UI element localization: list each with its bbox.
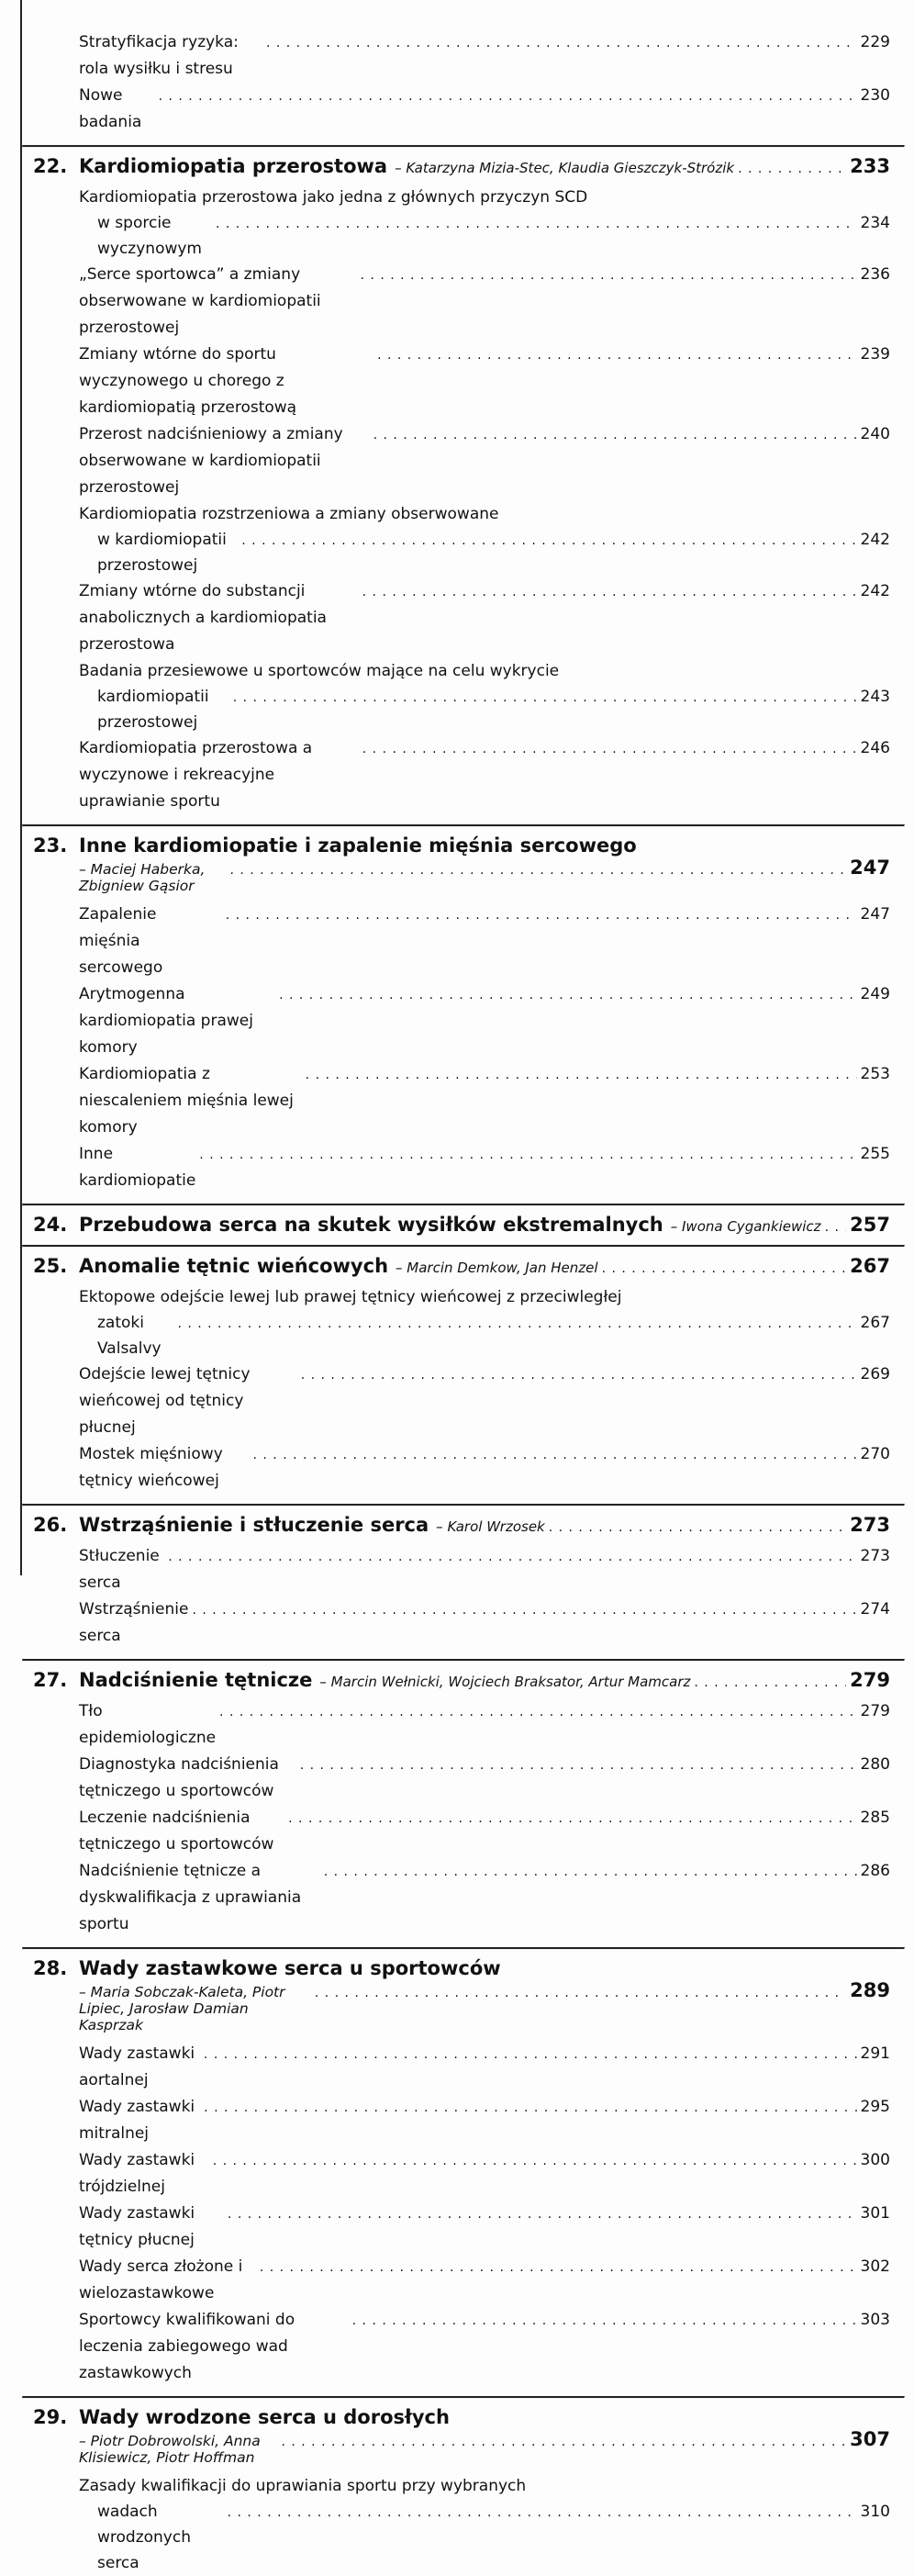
dot-leader xyxy=(602,1255,847,1277)
toc-entry xyxy=(79,2147,890,2201)
entry-title: Kardiomiopatia przerostowa jako jedna z głównych przyczyn SCD xyxy=(79,188,588,207)
chapter-heading xyxy=(33,834,890,857)
dot-leader xyxy=(228,2499,857,2526)
entry-page: 285 xyxy=(860,1809,890,1827)
chapter-authors-line xyxy=(79,2428,890,2466)
entry-page: 300 xyxy=(860,2151,890,2169)
chapter-authors: – Piotr Dobrowolski, Anna Klisiewicz, Piotr Hoffman xyxy=(79,2433,261,2466)
toc-entry xyxy=(79,1596,890,1650)
toc-entry xyxy=(79,1141,890,1194)
entry-page: 242 xyxy=(860,582,890,600)
dot-leader xyxy=(213,2147,857,2175)
toc-entry xyxy=(79,735,890,815)
toc-entry xyxy=(79,2094,890,2147)
entry-title: Przerost nadciśnieniowy a zmiany obserwowane w kardiomiopatii przerostowej xyxy=(79,425,343,497)
chapter-title: Wady zastawkowe serca u sportowców xyxy=(79,1957,501,1979)
dot-leader xyxy=(373,421,857,449)
entry-page: 246 xyxy=(860,739,890,757)
chapter-number: 26. xyxy=(33,1514,68,1536)
toc-entry xyxy=(79,1441,890,1495)
chapter-authors: – Karol Wrzosek xyxy=(436,1518,545,1535)
entry-page: 239 xyxy=(860,345,890,364)
entry-title: Sportowcy kwalifikowani do leczenia zabiegowego wad zastawkowych xyxy=(79,2311,295,2382)
entry-title: Wstrząśnienie serca xyxy=(79,1600,189,1645)
chapter-number: 27. xyxy=(33,1669,68,1691)
dot-leader xyxy=(361,262,857,289)
toc-entry xyxy=(79,1752,890,1805)
toc-entry xyxy=(79,2201,890,2254)
dot-leader xyxy=(282,2433,846,2449)
entry-page: 273 xyxy=(860,1547,890,1565)
toc-entry xyxy=(79,83,890,136)
entry-title: Inne kardiomiopatie xyxy=(79,1145,196,1190)
entry-title: Kardiomiopatia przerostowa a wyczynowe i rekreacyjne uprawianie sportu xyxy=(79,739,313,811)
chapter-title: Przebudowa serca na skutek wysiłków ekstremalnych xyxy=(79,1214,663,1236)
chapter-heading xyxy=(33,2406,890,2428)
entry-page: 286 xyxy=(860,1862,890,1880)
chapter-page: 233 xyxy=(850,155,890,177)
entry-page: 242 xyxy=(860,531,890,549)
chapter-page: 289 xyxy=(850,1979,890,2001)
toc-entry xyxy=(79,2254,890,2307)
dot-leader xyxy=(177,1310,856,1337)
entry-title: Wady serca złożone i wielozastawkowe xyxy=(79,2257,243,2302)
chapter-page: 257 xyxy=(850,1214,890,1236)
entry-title-cont: wadach wrodzonych serca xyxy=(97,2503,191,2572)
chapter-authors-line xyxy=(79,1979,890,2033)
dot-leader xyxy=(228,2201,857,2228)
entry-title: Leczenie nadciśnienia tętniczego u sportowców xyxy=(79,1809,274,1854)
chapter-number: 24. xyxy=(33,1214,68,1236)
entry-page: 269 xyxy=(860,1365,890,1383)
dot-leader xyxy=(825,1214,847,1236)
chapter-title: Wady wrodzone serca u dorosłych xyxy=(79,2406,450,2428)
entry-page: 267 xyxy=(860,1314,890,1332)
entry-title: Arytmogenna kardiomiopatia prawej komory xyxy=(79,985,253,1057)
entry-title: Zasady kwalifikacji do uprawiania sportu przy wybranych xyxy=(79,2477,527,2495)
toc-entry xyxy=(79,1698,890,1752)
entry-page: 274 xyxy=(860,1600,890,1618)
toc-entry xyxy=(79,421,890,501)
toc-entry xyxy=(79,1361,890,1441)
chapter-heading xyxy=(33,1255,890,1277)
toc-entry xyxy=(79,1858,890,1938)
entry-title: Stłuczenie serca xyxy=(79,1547,160,1592)
chapter-page: 307 xyxy=(850,2428,890,2450)
entry-title: Zapalenie mięśnia sercowego xyxy=(79,905,163,977)
entry-title-cont: w sporcie wyczynowym xyxy=(97,214,202,258)
entry-title: Badania przesiewowe u sportowców mające na celu wykrycie xyxy=(79,662,560,680)
entry-page: 270 xyxy=(860,1445,890,1463)
entry-page: 229 xyxy=(860,33,890,51)
dot-leader xyxy=(694,1669,846,1691)
entry-page: 230 xyxy=(860,86,890,105)
toc-entry xyxy=(79,29,890,83)
chapter-number: 23. xyxy=(33,834,68,857)
dot-leader xyxy=(230,861,846,878)
entry-page: 253 xyxy=(860,1065,890,1083)
toc-entry xyxy=(79,578,890,658)
toc-entry xyxy=(79,342,890,421)
chapter-page: 273 xyxy=(850,1514,890,1536)
entry-page: 236 xyxy=(860,265,890,284)
toc-entry xyxy=(79,1284,890,1361)
entry-page: 240 xyxy=(860,425,890,443)
entry-title: „Serce sportowca” a zmiany obserwowane w kardiomiopatii przerostowej xyxy=(79,265,321,337)
entry-page: 243 xyxy=(860,688,890,706)
entry-title-cont: zatoki Valsalvy xyxy=(97,1314,162,1358)
chapter-authors: – Marcin Demkow, Jan Henzel xyxy=(396,1260,598,1276)
chapter-title: Nadciśnienie tętnicze xyxy=(79,1669,313,1691)
dot-leader xyxy=(266,29,857,57)
chapter-title: Inne kardiomiopatie i zapalenie mięśnia sercowego xyxy=(79,834,637,857)
entry-title: Wady zastawki trójdzielnej xyxy=(79,2151,195,2196)
entry-title: Mostek mięśniowy tętnicy wieńcowej xyxy=(79,1445,223,1490)
dot-leader xyxy=(199,1141,856,1169)
entry-title: Tło epidemiologiczne xyxy=(79,1702,217,1747)
toc-entry xyxy=(79,1543,890,1596)
dot-leader xyxy=(279,981,856,1009)
entry-title: Diagnostyka nadciśnienia tętniczego u sportowców xyxy=(79,1755,279,1800)
chapter-page: 267 xyxy=(850,1255,890,1277)
toc-entry xyxy=(79,2041,890,2094)
chapter-page: 279 xyxy=(850,1669,890,1691)
toc-entry xyxy=(79,658,890,735)
dot-leader xyxy=(324,1858,857,1886)
dot-leader xyxy=(204,2041,857,2068)
entry-title: Odejście lewej tętnicy wieńcowej od tętnicy płucnej xyxy=(79,1365,251,1437)
dot-leader xyxy=(226,902,857,929)
entry-page: 249 xyxy=(860,985,890,1003)
toc-entry xyxy=(79,1061,890,1141)
dot-leader xyxy=(362,735,857,763)
chapter-title: Wstrząśnienie i stłuczenie serca xyxy=(79,1514,429,1536)
dot-leader xyxy=(159,83,857,110)
dot-leader xyxy=(216,210,857,237)
chapter-authors: – Iwona Cygankiewicz xyxy=(670,1218,821,1235)
dot-leader xyxy=(219,1698,857,1726)
dot-leader xyxy=(260,2254,857,2281)
entry-title: Kardiomiopatia rozstrzeniowa a zmiany obserwowane xyxy=(79,505,499,523)
dot-leader xyxy=(204,2094,856,2122)
chapter-number: 28. xyxy=(33,1957,68,1979)
dot-leader xyxy=(362,578,857,606)
dot-leader xyxy=(288,1805,856,1832)
dot-leader xyxy=(301,1361,857,1389)
entry-page: 303 xyxy=(860,2311,890,2329)
chapter-authors: – Katarzyna Mizia-Stec, Klaudia Gieszczyk-Strózik xyxy=(395,160,735,176)
dot-leader xyxy=(300,1752,857,1779)
entry-page: 295 xyxy=(860,2098,890,2116)
chapter-number: 25. xyxy=(33,1255,68,1277)
chapter-number: 22. xyxy=(33,155,68,177)
toc-entry xyxy=(79,501,890,578)
dot-leader xyxy=(233,684,857,711)
dot-leader xyxy=(306,1061,857,1089)
entry-page: 247 xyxy=(860,905,890,924)
entry-page: 279 xyxy=(860,1702,890,1720)
dot-leader xyxy=(549,1514,846,1536)
dot-leader xyxy=(168,1543,856,1571)
chapter-authors: – Marcin Wełnicki, Wojciech Braksator, Artur Mamcarz xyxy=(319,1674,691,1690)
toc-entry xyxy=(79,2473,890,2576)
chapter-page: 247 xyxy=(850,857,890,879)
entry-title: Wady zastawki mitralnej xyxy=(79,2098,195,2143)
entry-page: 291 xyxy=(860,2044,890,2063)
entry-title: Wady zastawki tętnicy płucnej xyxy=(79,2204,195,2249)
chapter-title: Anomalie tętnic wieńcowych xyxy=(79,1255,389,1277)
dot-leader xyxy=(352,2307,857,2335)
entry-page: 302 xyxy=(860,2257,890,2276)
chapter-number: 29. xyxy=(33,2406,68,2428)
entry-title: Nowe badania xyxy=(79,86,142,131)
chapter-authors: – Maria Sobczak-Kaleta, Piotr Lipiec, Jarosław Damian Kasprzak xyxy=(79,1984,285,2033)
toc-entry xyxy=(79,2307,890,2387)
chapter-title: Kardiomiopatia przerostowa xyxy=(79,155,388,177)
dot-leader xyxy=(253,1441,857,1469)
chapter-authors-line xyxy=(79,857,890,894)
toc-entry xyxy=(79,262,890,342)
entry-page: 280 xyxy=(860,1755,890,1774)
entry-title: Kardiomiopatia z niescaleniem mięśnia lewej komory xyxy=(79,1065,294,1137)
chapter-heading xyxy=(33,1669,890,1691)
toc-page xyxy=(20,0,905,2572)
dot-leader xyxy=(241,527,856,554)
dot-leader xyxy=(377,342,856,369)
chapter-heading xyxy=(33,1514,890,1536)
entry-title: Ektopowe odejście lewej lub prawej tętnicy wieńcowej z przeciwległej xyxy=(79,1288,622,1306)
toc-entry xyxy=(79,902,890,981)
dot-leader xyxy=(192,1596,856,1624)
entry-page: 234 xyxy=(860,214,890,232)
entry-page: 310 xyxy=(860,2503,890,2521)
dot-leader xyxy=(738,155,846,177)
entry-title: Wady zastawki aortalnej xyxy=(79,2044,195,2089)
toc-entry xyxy=(79,981,890,1061)
toc-entry xyxy=(79,1805,890,1858)
entry-page: 255 xyxy=(860,1145,890,1163)
chapter-heading xyxy=(33,1957,890,1979)
dot-leader xyxy=(315,1984,846,2000)
entry-title: Nadciśnienie tętnicze a dyskwalifikacja z uprawiania sportu xyxy=(79,1862,302,1933)
entry-title: Stratyfikacja ryzyka: rola wysiłku i stresu xyxy=(79,33,239,78)
chapter-heading xyxy=(33,155,890,177)
entry-title-cont: kardiomiopatii przerostowej xyxy=(97,688,209,732)
chapter-authors: – Maciej Haberka, Zbigniew Gąsior xyxy=(79,861,206,894)
entry-title-cont: w kardiomiopatii przerostowej xyxy=(97,531,227,575)
chapter-heading xyxy=(33,1214,890,1236)
entry-title: Zmiany wtórne do sportu wyczynowego u chorego z kardiomiopatią przerostową xyxy=(79,345,297,417)
toc-entry xyxy=(79,185,890,262)
entry-page: 301 xyxy=(860,2204,890,2223)
entry-title: Zmiany wtórne do substancji anabolicznych a kardiomiopatia przerostowa xyxy=(79,582,327,654)
